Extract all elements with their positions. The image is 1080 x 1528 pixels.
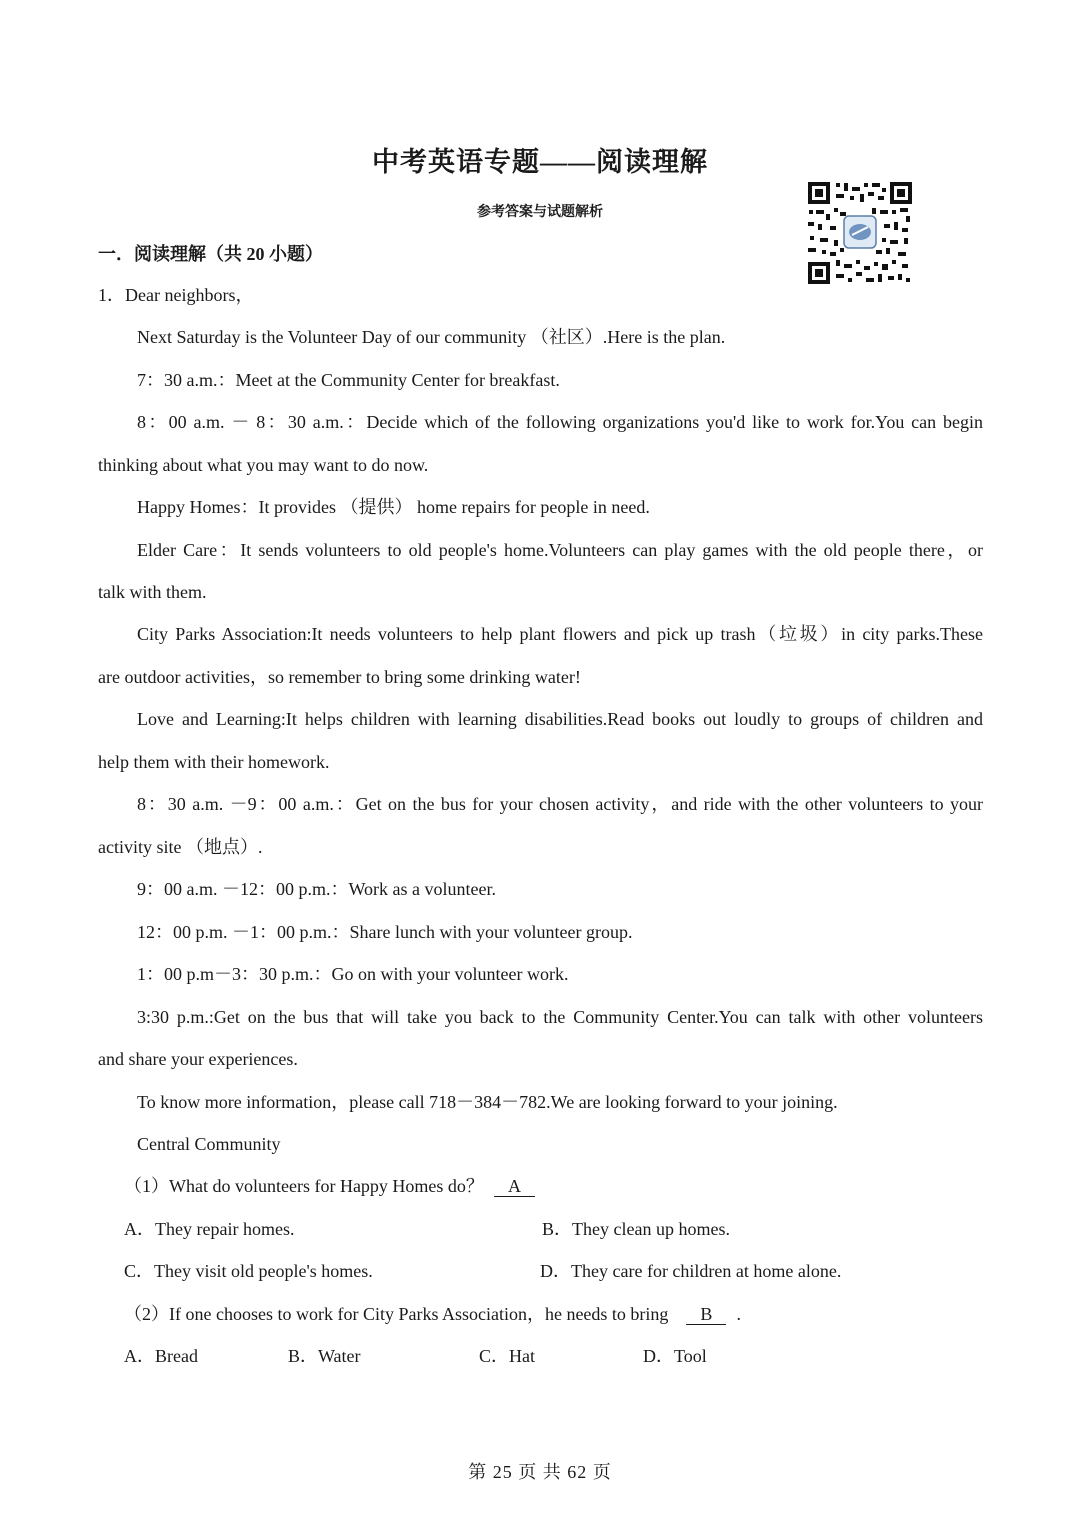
passage-line: 8：30 a.m. －9：00 a.m.：Get on the bus for your chosen activity，and ride with the other volunteers to your (137, 794, 983, 814)
passage-line: and share your experiences. (98, 1049, 298, 1069)
passage-line: 1．Dear neighbors， (98, 285, 254, 305)
page-subtitle: 参考答案与试题解析 (477, 205, 603, 220)
passage-line: are outdoor activities，so remember to bring some drinking water! (98, 667, 581, 687)
question-2-answer: B (686, 1304, 726, 1325)
question-1-option-c: C．They visit old people's homes. (124, 1261, 373, 1281)
passage-line: thinking about what you may want to do now. (98, 455, 429, 475)
passage-line: 3:30 p.m.:Get on the bus that will take you back to the Community Center.You can talk with other volunteers (137, 1007, 983, 1027)
passage-line: 12：00 p.m. －1：00 p.m.：Share lunch with your volunteer group. (137, 922, 633, 942)
qr-code-icon (806, 180, 914, 286)
question-2-end: . (736, 1304, 741, 1324)
section-heading: 一．阅读理解（共 20 小题） (98, 244, 323, 264)
question-1-answer: A (494, 1176, 535, 1197)
passage-line: 9：00 a.m. －12：00 p.m.：Work as a volunteer. (137, 879, 496, 899)
passage-line: Central Community (137, 1134, 281, 1154)
question-1-option-a: A．They repair homes. (124, 1219, 295, 1239)
question-2 (124, 1302, 741, 1326)
passage-line: 1：00 p.m－3：30 p.m.：Go on with your volunteer work. (137, 964, 569, 984)
passage-line: talk with them. (98, 582, 207, 602)
question-2-text: （2）If one chooses to work for City Parks Association，he needs to bring (124, 1304, 669, 1324)
question-1-option-d: D．They care for children at home alone. (540, 1261, 842, 1281)
passage-line: City Parks Association:It needs volunteers to help plant flowers and pick up trash（垃圾）in city parks.These (137, 624, 983, 644)
question-2-option-b: B．Water (288, 1346, 361, 1366)
question-2-option-c: C．Hat (479, 1346, 535, 1366)
question-2-option-a: A．Bread (124, 1346, 198, 1366)
page-title: 中考英语专题——阅读理解 (372, 147, 708, 177)
page-number: 第 25 页 共 62 页 (468, 1462, 612, 1482)
passage-line: 8：00 a.m. － 8：30 a.m.：Decide which of the following organizations you'd like to work for.You can begin (137, 412, 983, 432)
question-1-text: （1）What do volunteers for Happy Homes do？ (124, 1176, 484, 1196)
passage-line: To know more information，please call 718－384－782.We are looking forward to your joining. (137, 1092, 838, 1112)
passage-line: help them with their homework. (98, 752, 330, 772)
passage-line: Happy Homes：It provides （提供） home repairs for people in need. (137, 497, 650, 517)
passage-line: Elder Care：It sends volunteers to old people's home.Volunteers can play games with the old people there，or (137, 540, 983, 560)
passage-line: Love and Learning:It helps children with learning disabilities.Read books out loudly to groups of children and (137, 709, 983, 729)
question-1 (124, 1174, 535, 1198)
question-1-option-b: B．They clean up homes. (542, 1219, 730, 1239)
passage-line: 7：30 a.m.：Meet at the Community Center for breakfast. (137, 370, 560, 390)
passage-line: activity site （地点）. (98, 837, 263, 857)
passage-line: Next Saturday is the Volunteer Day of our community （社区）.Here is the plan. (137, 327, 726, 347)
question-2-option-d: D．Tool (643, 1346, 707, 1366)
